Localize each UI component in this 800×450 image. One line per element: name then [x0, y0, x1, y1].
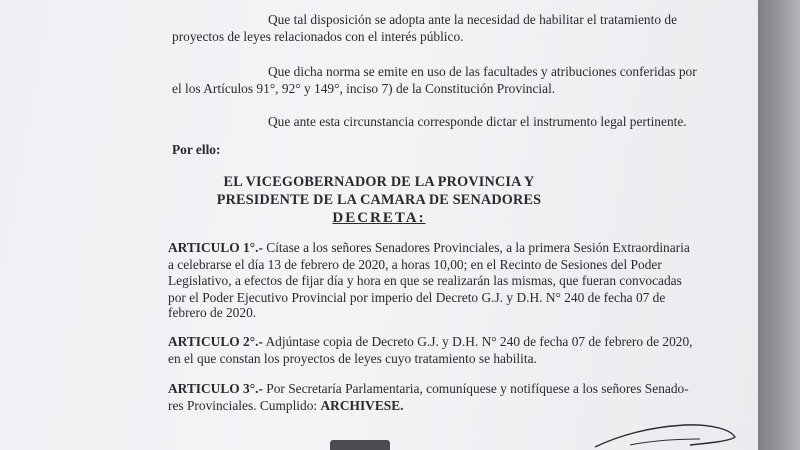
considerando-1-line-1: Que tal disposición se adopta ante la necesidad de habilitar el tratamiento de [268, 12, 678, 27]
considerando-2-line-2: el los Artículos 91°, 92° y 149°, inciso 7) de la Constitución Provincial. [172, 81, 556, 96]
article-1-label: ARTICULO 1°.- [168, 240, 263, 255]
article-3-text-2: res Provinciales. Cumplido: [168, 398, 318, 413]
article-3-line-2 [168, 397, 403, 414]
background-edge [758, 0, 800, 450]
article-3-line-1 [168, 380, 689, 397]
heading-line-2: PRESIDENTE DE LA CAMARA DE SENADORES [216, 192, 542, 208]
article-2-text-1: Adjúntase copia de Decreto G.J. y D.H. N° 240 de fecha 07 de febrero de 2020, [265, 334, 693, 349]
article-1-line-1 [168, 239, 690, 256]
article-1-line-5: febrero de 2020. [168, 305, 257, 320]
por-ello-label: Por ello: [172, 142, 221, 157]
article-3-closing: ARCHIVESE. [320, 398, 404, 413]
article-2-line-2: en el que constan los proyectos de leyes cuyo tratamiento se habilita. [168, 351, 537, 366]
article-3-text-1: Por Secretaría Parlamentaria, comuníquese y notifíquese a los señores Senado- [266, 381, 689, 396]
considerando-1-line-2: proyectos de leyes relacionados con el interés público. [172, 29, 464, 44]
article-3-label: ARTICULO 3°.- [168, 381, 263, 396]
decreta-heading [0, 209, 758, 227]
article-1-line-4: por el Poder Ejecutivo Provincial por imperio del Decreto G.J. y D.H. N° 240 de fecha 07 de [168, 290, 666, 305]
considerando-3-line-1: Que ante esta circunstancia corresponde dictar el instrumento legal pertinente. [268, 114, 687, 129]
signature-mark [590, 415, 740, 450]
article-2-line-1 [168, 333, 693, 350]
article-1-text-1: Cítase a los señores Senadores Provinciales, a la primera Sesión Extraordinaria [266, 240, 690, 255]
seal-fragment [330, 440, 390, 450]
article-2-label: ARTICULO 2°.- [168, 334, 263, 349]
considerando-2-line-1: Que dicha norma se emite en uso de las facultades y atribuciones conferidas por [268, 64, 697, 79]
article-1-line-3: Legislativo, a efectos de fijar día y hora en que se realizarán las mismas, que fueran convocadas [168, 273, 682, 288]
decreta-label: DECRETA: [332, 210, 426, 226]
article-1-line-2: a celebrarse el día 13 de febrero de 2020, a horas 10,00; en el Recinto de Sesiones del Poder [168, 257, 662, 272]
heading-line-1: EL VICEGOBERNADOR DE LA PROVINCIA Y [223, 174, 535, 190]
